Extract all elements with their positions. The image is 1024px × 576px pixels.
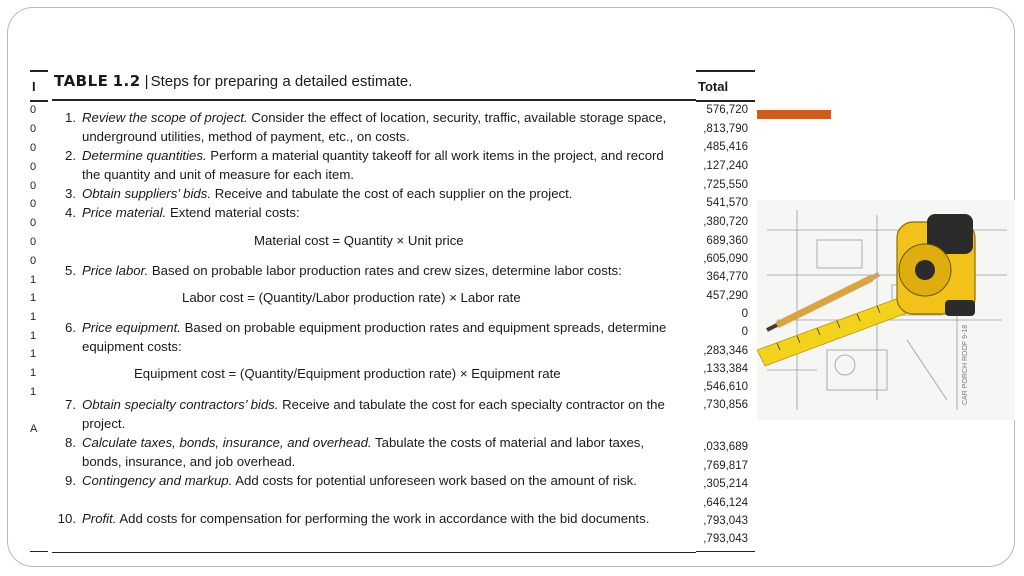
table-caption: Steps for preparing a detailed estimate. <box>150 73 413 90</box>
step-text: Add costs for compensation for performing the work in accordance with the bid documents. <box>119 511 650 526</box>
background-total-value: ,730,856 <box>703 399 748 411</box>
background-total-value: ,793,043 <box>703 533 748 545</box>
step-number: 3. <box>65 186 76 201</box>
step-number: 10. <box>57 511 76 526</box>
background-left-fragment: 0 <box>30 123 37 135</box>
background-left-fragment: 1 <box>30 311 37 323</box>
step-name: Contingency and markup. <box>82 473 233 488</box>
step-name: Obtain suppliers’ bids. <box>82 186 212 201</box>
background-left-fragment: 0 <box>30 104 37 116</box>
step-text: Add costs for potential unforeseen work based on the amount of risk. <box>235 473 637 488</box>
background-left-fragment: 0 <box>30 180 37 192</box>
background-table-header-left: I <box>32 79 36 94</box>
step-5 <box>54 261 684 280</box>
table-title <box>54 72 412 90</box>
background-total-value: ,793,043 <box>703 515 748 527</box>
background-total-value: 576,720 <box>706 104 748 116</box>
background-left-fragment: 1 <box>30 274 37 286</box>
step-text: Tabulate the costs of material and labor taxes, bonds, insurance, and job overhead. <box>82 435 645 469</box>
step-number: 8. <box>65 435 76 450</box>
step-7 <box>54 395 684 433</box>
background-total-value: 689,360 <box>706 235 748 247</box>
equipment-cost-formula: Equipment cost = (Quantity/Equipment production rate) × Equipment rate <box>134 366 561 381</box>
blueprint-label: CAR PORCH ROOF 9-18 <box>962 324 969 405</box>
background-total-value: 0 <box>741 308 748 320</box>
table-1-2-overlay <box>48 62 696 556</box>
background-total-value: ,813,790 <box>703 123 748 135</box>
background-left-fragment: 0 <box>30 198 37 210</box>
background-total-value: ,283,346 <box>703 345 748 357</box>
accent-bar <box>757 110 831 119</box>
background-total-value: ,605,090 <box>703 253 748 265</box>
background-total-value: ,133,384 <box>703 363 748 375</box>
background-total-value: ,769,817 <box>703 460 748 472</box>
labor-cost-formula: Labor cost = (Quantity/Labor production rate) × Labor rate <box>182 290 521 305</box>
step-number: 5. <box>65 263 76 278</box>
table-label: TABLE <box>54 72 109 90</box>
background-left-fragment: 0 <box>30 255 37 267</box>
step-text: Based on probable equipment production rates and equipment spreads, determine equipment costs: <box>82 320 667 354</box>
background-left-fragment: 0 <box>30 161 37 173</box>
background-total-value: ,033,689 <box>703 441 748 453</box>
background-total-value: 364,770 <box>706 271 748 283</box>
step-name: Price material. <box>82 205 167 220</box>
step-name: Price equipment. <box>82 320 181 335</box>
step-number: 7. <box>65 397 76 412</box>
background-total-value: ,305,214 <box>703 478 748 490</box>
step-text: Receive and tabulate the cost of each supplier on the project. <box>214 186 573 201</box>
background-left-fragment: 1 <box>30 348 37 360</box>
background-total-value: 0 <box>741 326 748 338</box>
background-left-fragment: A <box>30 423 38 435</box>
step-1 <box>54 108 684 146</box>
background-total-value: ,725,550 <box>703 179 748 191</box>
background-left-fragment: 1 <box>30 330 37 342</box>
step-name: Calculate taxes, bonds, insurance, and overhead. <box>82 435 372 450</box>
background-left-fragment: 1 <box>30 386 37 398</box>
step-text: Receive and tabulate the cost for each specialty contractor on the project. <box>82 397 665 431</box>
background-left-fragment: 1 <box>30 292 37 304</box>
step-name: Profit. <box>82 511 117 526</box>
step-name: Review the scope of project. <box>82 110 248 125</box>
tape-measure-photo <box>757 200 1015 420</box>
step-3 <box>54 184 684 203</box>
background-total-value: ,485,416 <box>703 141 748 153</box>
background-total-value: ,127,240 <box>703 160 748 172</box>
step-text: Consider the effect of location, security, traffic, available storage space, underground utilities, method of payment, etc., on costs. <box>82 110 667 144</box>
step-number: 1. <box>65 110 76 125</box>
background-left-fragment: 0 <box>30 142 37 154</box>
step-8 <box>54 433 684 471</box>
step-number: 9. <box>65 473 76 488</box>
step-name: Price labor. <box>82 263 149 278</box>
table-separator: | <box>144 73 149 90</box>
step-4 <box>54 203 684 222</box>
step-2 <box>54 146 684 184</box>
step-text: Perform a material quantity takeoff for all work items in the project, and record the quantity and unit of measure for each item. <box>82 148 664 182</box>
background-total-value: 457,290 <box>706 290 748 302</box>
table-number: 1.2 <box>112 72 141 90</box>
step-9 <box>54 471 684 490</box>
background-total-value: ,646,124 <box>703 497 748 509</box>
tape-measure-body <box>897 214 975 316</box>
step-number: 2. <box>65 148 76 163</box>
step-10 <box>54 509 684 528</box>
step-number: 6. <box>65 320 76 335</box>
step-number: 4. <box>65 205 76 220</box>
background-table-header-total: Total <box>698 79 729 94</box>
step-text: Based on probable labor production rates and crew sizes, determine labor costs: <box>151 263 622 278</box>
background-total-value: ,380,720 <box>703 216 748 228</box>
background-total-value: 541,570 <box>706 197 748 209</box>
material-cost-formula: Material cost = Quantity × Unit price <box>254 233 464 248</box>
background-left-fragment: 1 <box>30 367 37 379</box>
background-left-fragment: 0 <box>30 236 37 248</box>
step-text: Extend material costs: <box>169 205 300 220</box>
step-name: Obtain specialty contractors’ bids. <box>82 397 279 412</box>
background-left-fragment: 0 <box>30 217 37 229</box>
table-bottom-rule <box>52 552 696 553</box>
background-total-value: ,546,610 <box>703 381 748 393</box>
table-top-rule <box>52 99 696 101</box>
step-name: Determine quantities. <box>82 148 207 163</box>
step-6 <box>54 318 684 356</box>
